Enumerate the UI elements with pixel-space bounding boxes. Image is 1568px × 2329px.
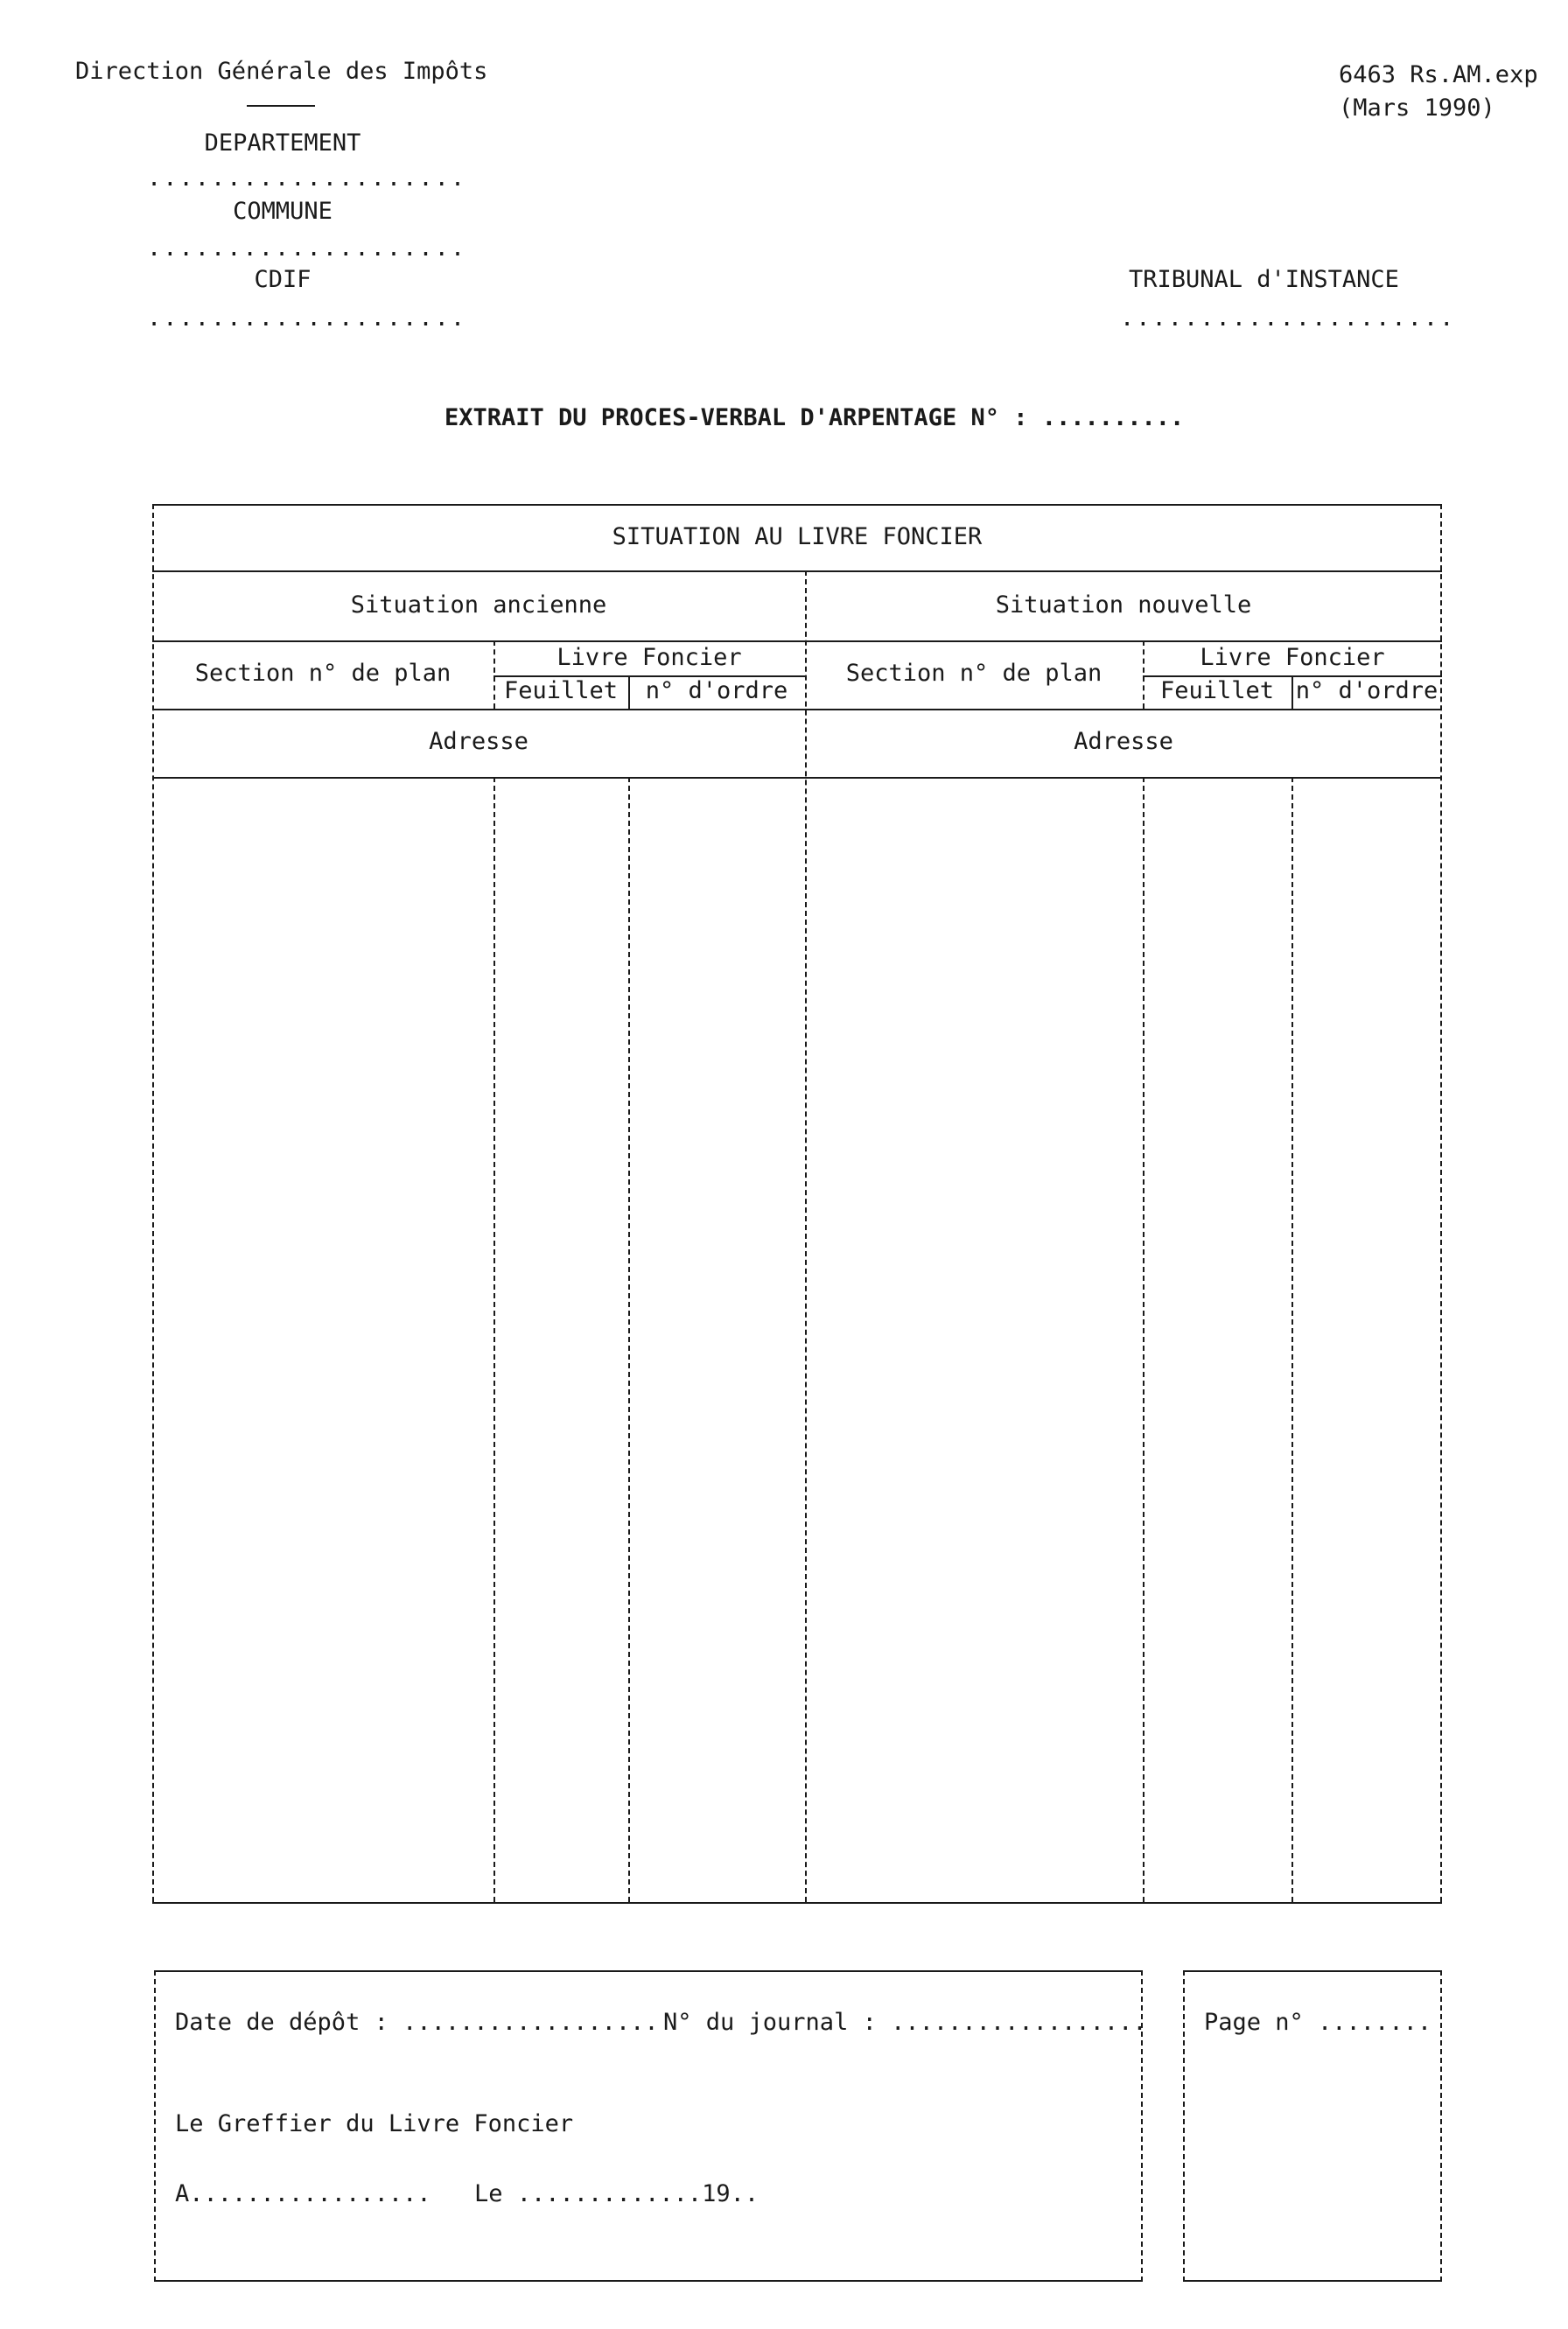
table-top-rule	[152, 504, 1442, 506]
date-field[interactable]: Le .............19..	[474, 2180, 760, 2207]
old-ordre-header: n° d'ordre	[645, 677, 788, 704]
table-right-edge	[1440, 504, 1442, 1902]
form-code: 6463 Rs.AM.exp	[1339, 61, 1538, 88]
greffier-label: Le Greffier du Livre Foncier	[175, 2110, 574, 2137]
table-rule	[152, 640, 1442, 642]
old-adresse-header: Adresse	[429, 728, 528, 755]
new-livre-foncier-header: Livre Foncier	[1200, 644, 1385, 671]
table-column-divider	[628, 777, 630, 1902]
tribunal-field[interactable]: .....................	[1120, 304, 1456, 332]
cdif-label: CDIF	[254, 266, 312, 293]
direction-title: Direction Générale des Impôts	[75, 58, 488, 85]
table-left-edge	[152, 504, 154, 1902]
form-date: (Mars 1990)	[1339, 94, 1495, 122]
commune-label: COMMUNE	[233, 198, 332, 225]
table-rule	[152, 777, 1442, 779]
table-rule	[152, 709, 1442, 710]
journal-field[interactable]: N° du journal : ..................	[663, 2009, 1147, 2036]
commune-field[interactable]: ....................	[147, 234, 467, 262]
table-column-divider	[1292, 777, 1293, 1902]
document-title: EXTRAIT DU PROCES-VERBAL D'ARPENTAGE N° : ..........	[444, 404, 1185, 431]
old-situation-header: Situation ancienne	[350, 591, 607, 619]
new-adresse-header: Adresse	[1074, 728, 1173, 755]
table-column-divider	[1143, 777, 1144, 1902]
situation-livre-foncier-header: SITUATION AU LIVRE FONCIER	[612, 523, 983, 550]
table-bottom-rule	[152, 1902, 1442, 1904]
page-number-field[interactable]: Page n° ........	[1204, 2009, 1432, 2036]
new-section-header: Section n° de plan	[845, 660, 1102, 687]
departement-field[interactable]: ....................	[147, 164, 467, 192]
old-livre-foncier-header: Livre Foncier	[556, 644, 742, 671]
direction-underline	[247, 105, 315, 107]
new-ordre-header: n° d'ordre	[1295, 677, 1438, 704]
tribunal-label: TRIBUNAL d'INSTANCE	[1129, 266, 1399, 293]
table-column-divider	[494, 777, 495, 1902]
new-feuillet-header: Feuillet	[1159, 677, 1275, 704]
cdif-field[interactable]: ....................	[147, 304, 467, 332]
new-situation-header: Situation nouvelle	[995, 591, 1252, 619]
old-section-header: Section n° de plan	[194, 660, 452, 687]
old-feuillet-header: Feuillet	[503, 677, 619, 704]
table-center-divider	[805, 570, 807, 1902]
table-rule	[152, 570, 1442, 572]
lieu-field[interactable]: A.................	[175, 2180, 431, 2207]
departement-label: DEPARTEMENT	[204, 129, 361, 157]
date-depot-field[interactable]: Date de dépôt : ..................	[175, 2009, 659, 2036]
